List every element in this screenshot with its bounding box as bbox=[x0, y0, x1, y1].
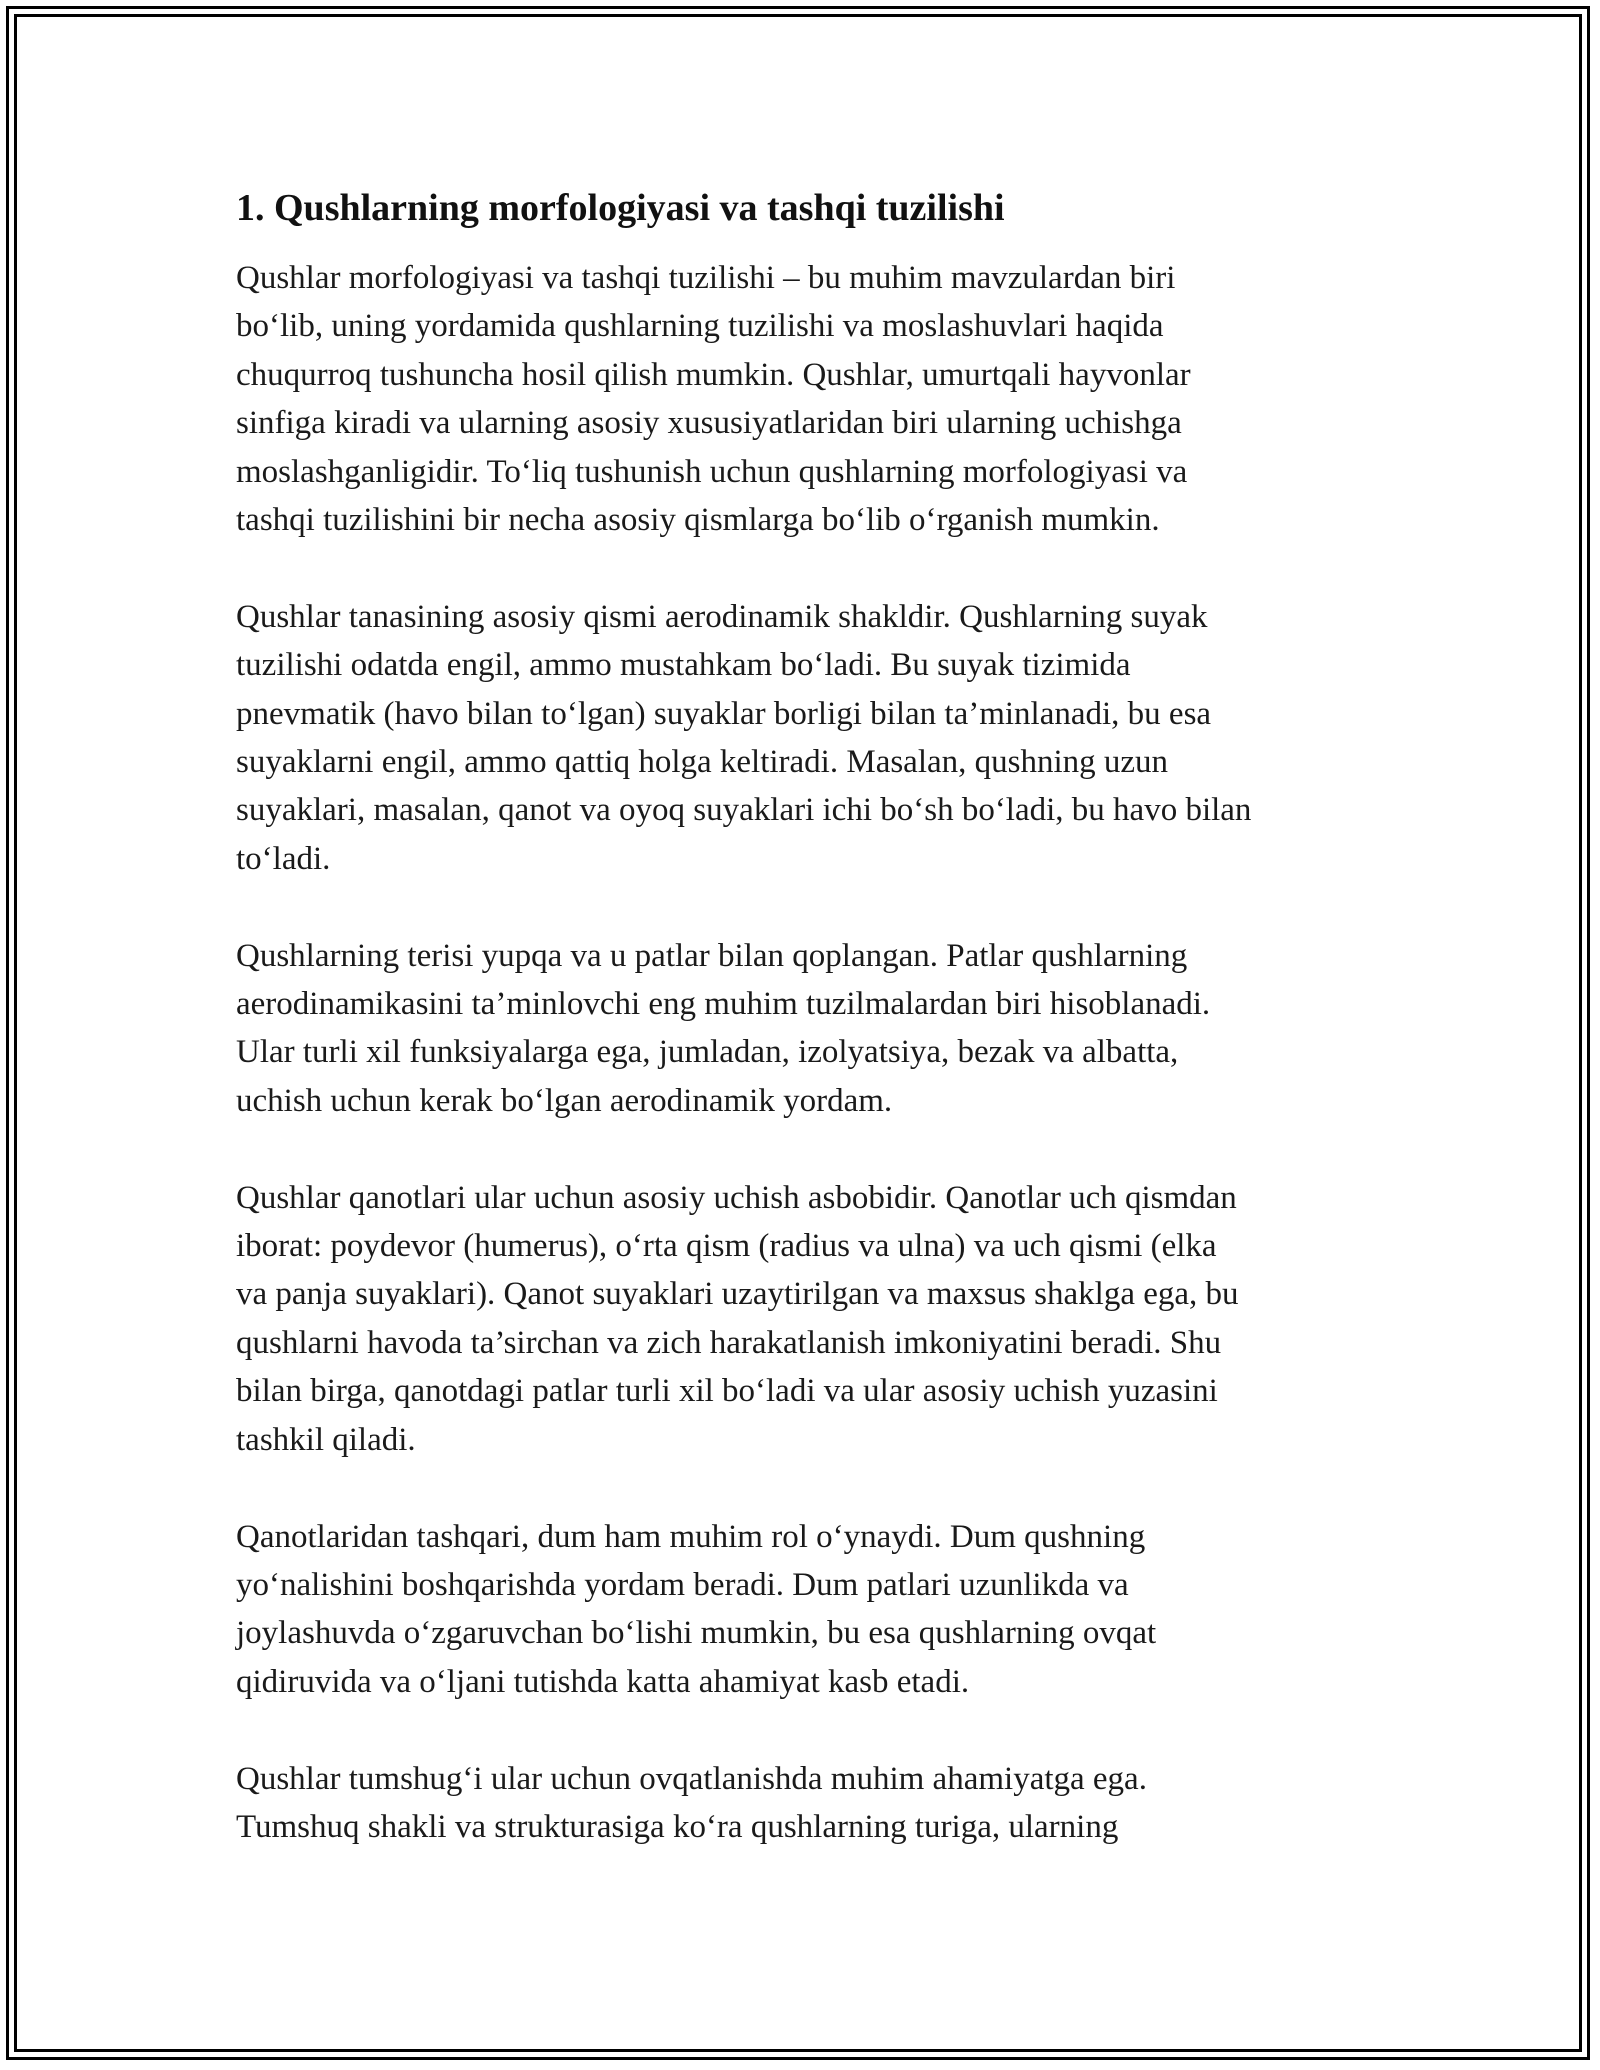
text-line: va panja suyaklari). Qanot suyaklari uzaytirilgan va maxsus shaklga ega, bu bbox=[236, 1276, 1239, 1313]
paragraph-beak bbox=[236, 1755, 1376, 1852]
text-line: bilan birga, qanotdagi patlar turli xil bo‘ladi va ular asosiy uchish yuzasini bbox=[236, 1373, 1218, 1410]
text-line: chuqurroq tushuncha hosil qilish mumkin. Qushlar, umurtqali hayvonlar bbox=[236, 356, 1191, 393]
text-line: suyaklari, masalan, qanot va oyoq suyaklari ichi bo‘sh bo‘ladi, bu havo bilan bbox=[236, 792, 1252, 829]
text-line: sinfiga kiradi va ularning asosiy xususiyatlaridan biri ularning uchishga bbox=[236, 405, 1182, 442]
text-line: tashqi tuzilishini bir necha asosiy qismlarga bo‘lib o‘rganish mumkin. bbox=[236, 502, 1160, 539]
text-line: qidiruvida va o‘ljani tutishda katta ahamiyat kasb etadi. bbox=[236, 1663, 970, 1700]
text-line: iborat: poydevor (humerus), o‘rta qism (radius va ulna) va uch qismi (elka bbox=[236, 1228, 1217, 1265]
text-line: Qushlar tanasining asosiy qismi aerodinamik shakldir. Qushlarning suyak bbox=[236, 598, 1208, 635]
text-line: tuzilishi odatda engil, ammo mustahkam bo‘ladi. Bu suyak tizimida bbox=[236, 647, 1131, 684]
text-line: pnevmatik (havo bilan to‘lgan) suyaklar borligi bilan ta’minlanadi, bu esa bbox=[236, 695, 1212, 732]
paragraph-wings bbox=[236, 1174, 1376, 1464]
document-body bbox=[236, 184, 1376, 1851]
text-line: Qushlarning terisi yupqa va u patlar bilan qoplangan. Patlar qushlarning bbox=[236, 937, 1188, 974]
text-line: moslashganligidir. To‘liq tushunish uchun qushlarning morfologiyasi va bbox=[236, 453, 1188, 490]
text-line: suyaklarni engil, ammo qattiq holga keltiradi. Masalan, qushning uzun bbox=[236, 744, 1169, 781]
paragraph-tail bbox=[236, 1513, 1376, 1707]
text-line: Tumshuq shakli va strukturasiga ko‘ra qushlarning turiga, ularning bbox=[236, 1808, 1119, 1845]
paragraph-skin-feathers bbox=[236, 932, 1376, 1126]
text-line: aerodinamikasini ta’minlovchi eng muhim tuzilmalardan biri hisoblanadi. bbox=[236, 986, 1211, 1023]
text-line: Qanotlaridan tashqari, dum ham muhim rol o‘ynaydi. Dum qushning bbox=[236, 1518, 1146, 1555]
text-line: joylashuvda o‘zgaruvchan bo‘lishi mumkin, bu esa qushlarning ovqat bbox=[236, 1615, 1157, 1652]
text-line: tashkil qiladi. bbox=[236, 1421, 416, 1458]
text-line: Qushlar qanotlari ular uchun asosiy uchish asbobidir. Qanotlar uch qismdan bbox=[236, 1179, 1237, 1216]
text-line: Qushlar tumshug‘i ular uchun ovqatlanishda muhim ahamiyatga ega. bbox=[236, 1760, 1147, 1797]
text-line: uchish uchun kerak bo‘lgan aerodinamik yordam. bbox=[236, 1082, 893, 1119]
text-line: Qushlar morfologiyasi va tashqi tuzilishi – bu muhim mavzulardan biri bbox=[236, 260, 1176, 296]
section-heading: 1. Qushlarning morfologiyasi va tashqi tuzilishi bbox=[236, 187, 1005, 229]
text-line: yo‘nalishini boshqarishda yordam beradi. Dum patlari uzunlikda va bbox=[236, 1566, 1129, 1603]
paragraph-body-shape bbox=[236, 593, 1376, 883]
text-line: qushlarni havoda ta’sirchan va zich harakatlanish imkoniyatini beradi. Shu bbox=[236, 1324, 1222, 1361]
text-line: to‘ladi. bbox=[236, 840, 331, 877]
text-line: bo‘lib, uning yordamida qushlarning tuzilishi va moslashuvlari haqida bbox=[236, 308, 1164, 345]
paragraph-intro bbox=[236, 254, 1376, 544]
text-line: Ular turli xil funksiyalarga ega, jumladan, izolyatsiya, bezak va albatta, bbox=[236, 1034, 1179, 1071]
